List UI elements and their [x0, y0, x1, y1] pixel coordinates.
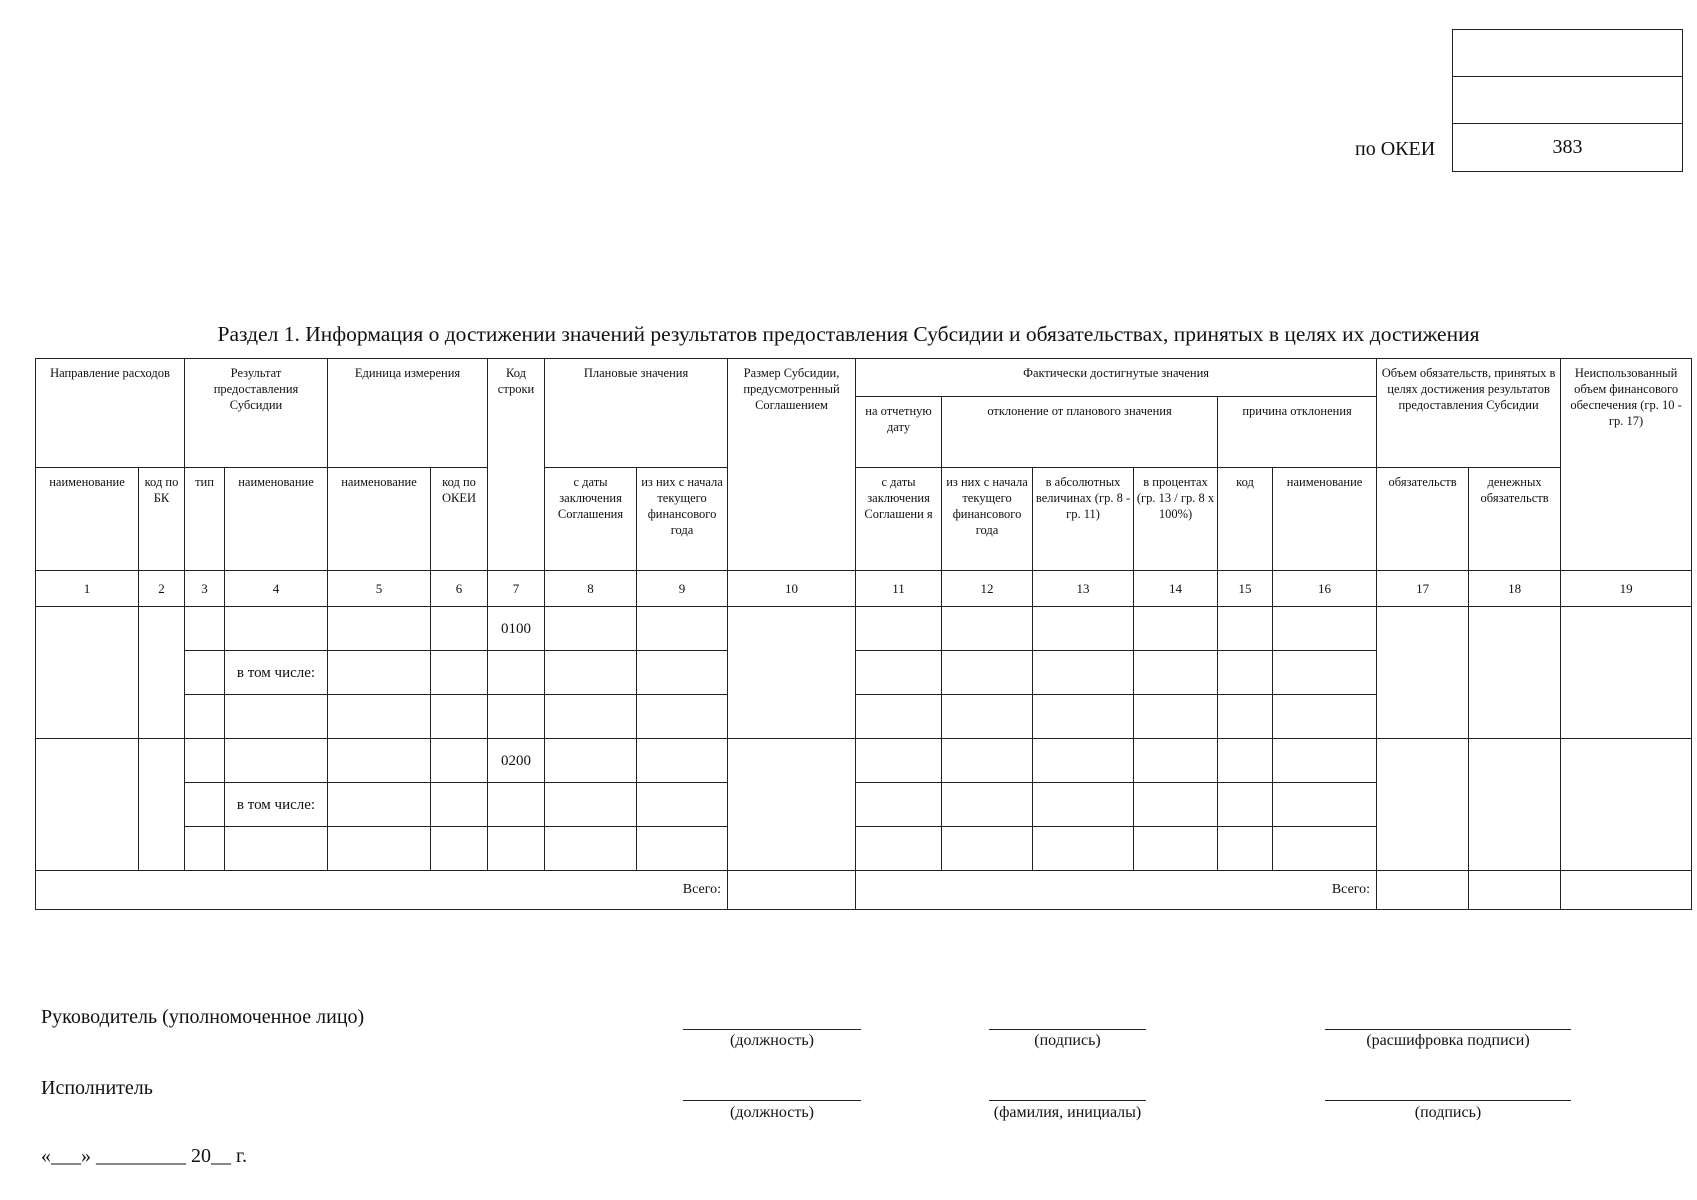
data-cell[interactable]	[1273, 739, 1377, 783]
data-cell[interactable]	[545, 695, 637, 739]
col-number: 4	[225, 571, 328, 607]
data-cell[interactable]	[1218, 827, 1273, 871]
col-number: 19	[1561, 571, 1692, 607]
data-cell[interactable]	[1273, 827, 1377, 871]
including-label: в том числе:	[225, 783, 328, 827]
data-cell[interactable]	[942, 607, 1033, 651]
data-cell[interactable]	[1273, 695, 1377, 739]
total-row	[36, 871, 1692, 910]
data-cell[interactable]	[1033, 783, 1134, 827]
col-number: 6	[431, 571, 488, 607]
hdr-from-year: из них с начала текущего финансового года	[637, 468, 728, 571]
executor-label: Исполнитель	[41, 1077, 153, 1099]
data-cell[interactable]	[1273, 783, 1377, 827]
data-cell[interactable]	[545, 607, 637, 651]
col-number: 11	[856, 571, 942, 607]
data-cell[interactable]	[856, 827, 942, 871]
data-cell[interactable]	[1134, 827, 1218, 871]
data-cell[interactable]	[1134, 739, 1218, 783]
data-cell[interactable]	[185, 651, 225, 695]
data-cell[interactable]	[431, 695, 488, 739]
head-decryption-line[interactable]	[1325, 1029, 1571, 1030]
data-cell[interactable]	[856, 695, 942, 739]
data-cell[interactable]	[36, 739, 139, 871]
data-cell[interactable]	[431, 651, 488, 695]
data-cell[interactable]	[1469, 607, 1561, 739]
col-number: 1	[36, 571, 139, 607]
executor-name-caption: (фамилия, инициалы)	[993, 1104, 1142, 1121]
data-cell[interactable]	[185, 827, 225, 871]
hdr-name-2: наименование	[225, 468, 328, 571]
data-cell[interactable]	[637, 651, 728, 695]
data-cell[interactable]	[431, 739, 488, 783]
hdr-deviation: отклонение от планового значения	[942, 397, 1218, 468]
hdr-unit: Единица измерения	[328, 359, 488, 468]
hdr-reason: причина отклонения	[1218, 397, 1377, 468]
executor-signature-caption: (подпись)	[1414, 1104, 1482, 1121]
data-cell[interactable]	[856, 739, 942, 783]
data-cell[interactable]	[328, 607, 431, 651]
data-cell[interactable]	[1033, 827, 1134, 871]
data-cell[interactable]	[431, 827, 488, 871]
okei-box	[1452, 29, 1683, 172]
hdr-type: тип	[185, 468, 225, 571]
col-number: 8	[545, 571, 637, 607]
hdr-unused: Неиспользованный объем финансового обеспечения (гр. 10 - гр. 17)	[1561, 359, 1692, 571]
total-unused-cell[interactable]	[1561, 871, 1692, 910]
data-cell[interactable]	[185, 783, 225, 827]
okei-cell-1	[1453, 30, 1682, 77]
data-cell[interactable]	[1561, 739, 1692, 871]
okei-label: по ОКЕИ	[1355, 138, 1436, 160]
data-cell[interactable]	[1134, 607, 1218, 651]
data-cell[interactable]	[1033, 739, 1134, 783]
head-label: Руководитель (уполномоченное лицо)	[41, 1006, 365, 1028]
hdr-pct: в процентах (гр. 13 / гр. 8 х 100%)	[1134, 468, 1218, 571]
data-cell[interactable]	[225, 695, 328, 739]
col-number: 7	[488, 571, 545, 607]
hdr-reason-code: код	[1218, 468, 1273, 571]
hdr-obligations: Объем обязательств, принятых в целях достижения результатов предоставления Субсидии	[1377, 359, 1561, 468]
data-cell[interactable]	[225, 607, 328, 651]
col-number: 13	[1033, 571, 1134, 607]
hdr-direction: Направление расходов	[36, 359, 185, 468]
data-cell[interactable]	[488, 651, 545, 695]
data-cell[interactable]	[1218, 783, 1273, 827]
hdr-act-from-year: из них с начала текущего финансового года	[942, 468, 1033, 571]
line-code-cell: 0200	[488, 739, 545, 783]
hdr-obligations-col: обязательств	[1377, 468, 1469, 571]
data-cell[interactable]	[225, 739, 328, 783]
line-code-cell: 0100	[488, 607, 545, 651]
executor-position-line[interactable]	[683, 1100, 861, 1101]
hdr-okei-code: код по ОКЕИ	[431, 468, 488, 571]
data-cell[interactable]	[328, 739, 431, 783]
okei-cell-2	[1453, 77, 1682, 124]
col-number: 16	[1273, 571, 1377, 607]
data-cell[interactable]	[545, 651, 637, 695]
col-number: 14	[1134, 571, 1218, 607]
data-cell[interactable]	[1218, 607, 1273, 651]
data-cell[interactable]	[637, 827, 728, 871]
data-cell[interactable]	[431, 607, 488, 651]
data-cell[interactable]	[942, 739, 1033, 783]
hdr-reason-name: наименование	[1273, 468, 1377, 571]
data-cell[interactable]	[728, 739, 856, 871]
head-signature-line[interactable]	[989, 1029, 1146, 1030]
data-cell[interactable]	[328, 827, 431, 871]
data-cell[interactable]	[1218, 695, 1273, 739]
total-subsidy-cell[interactable]	[728, 871, 856, 910]
hdr-act-from-date: с даты заключения Соглашени я	[856, 468, 942, 571]
data-cell[interactable]	[942, 783, 1033, 827]
data-cell[interactable]	[1377, 739, 1469, 871]
col-number: 3	[185, 571, 225, 607]
head-position-line[interactable]	[683, 1029, 861, 1030]
total-obligations-cell[interactable]	[1377, 871, 1469, 910]
hdr-line-code: Код строки	[488, 359, 545, 571]
data-cell[interactable]	[328, 651, 431, 695]
hdr-money-obligations: денежных обязательств	[1469, 468, 1561, 571]
data-cell[interactable]	[1033, 651, 1134, 695]
data-cell[interactable]	[942, 827, 1033, 871]
hdr-bk-code: код по БК	[139, 468, 185, 571]
data-cell[interactable]	[545, 827, 637, 871]
section-title: Раздел 1. Информация о достижении значений результатов предоставления Субсидии и обязательствах, принятых в целях их достижения	[217, 322, 1480, 346]
data-cell[interactable]	[942, 695, 1033, 739]
data-cell[interactable]	[431, 783, 488, 827]
data-cell[interactable]	[637, 695, 728, 739]
hdr-actual: Фактически достигнутые значения	[856, 359, 1377, 397]
data-cell[interactable]	[328, 695, 431, 739]
okei-code-cell: 383	[1552, 136, 1583, 158]
hdr-name-3: наименование	[328, 468, 431, 571]
data-cell[interactable]	[139, 739, 185, 871]
executor-name-line[interactable]	[989, 1100, 1146, 1101]
data-cell[interactable]	[1218, 739, 1273, 783]
head-position-caption: (должность)	[730, 1032, 814, 1049]
col-number: 18	[1469, 571, 1561, 607]
data-cell[interactable]	[1561, 607, 1692, 739]
data-cell[interactable]	[545, 783, 637, 827]
data-cell[interactable]	[328, 783, 431, 827]
data-cell[interactable]	[185, 695, 225, 739]
data-cell[interactable]	[545, 739, 637, 783]
data-cell[interactable]	[1377, 607, 1469, 739]
hdr-name-1: наименование	[36, 468, 139, 571]
data-cell[interactable]	[185, 739, 225, 783]
data-cell[interactable]	[488, 783, 545, 827]
col-number: 15	[1218, 571, 1273, 607]
col-number: 12	[942, 571, 1033, 607]
col-number: 9	[637, 571, 728, 607]
data-cell[interactable]	[1134, 783, 1218, 827]
table-row	[36, 607, 1692, 651]
data-cell[interactable]	[728, 607, 856, 739]
data-cell[interactable]	[225, 827, 328, 871]
hdr-subsidy-size: Размер Субсидии, предусмотренный Соглашением	[728, 359, 856, 571]
data-cell[interactable]	[856, 607, 942, 651]
hdr-planned: Плановые значения	[545, 359, 728, 468]
data-cell[interactable]	[1134, 695, 1218, 739]
data-cell[interactable]	[1033, 607, 1134, 651]
data-cell[interactable]	[139, 607, 185, 739]
hdr-from-date: с даты заключения Соглашения	[545, 468, 637, 571]
data-cell[interactable]	[185, 607, 225, 651]
col-number: 10	[728, 571, 856, 607]
data-cell[interactable]	[488, 695, 545, 739]
head-decryption-caption: (расшифровка подписи)	[1366, 1032, 1530, 1049]
executor-position-caption: (должность)	[730, 1104, 814, 1121]
data-cell[interactable]	[36, 607, 139, 739]
data-cell[interactable]	[942, 651, 1033, 695]
table-row	[36, 739, 1692, 783]
data-cell[interactable]	[637, 783, 728, 827]
data-cell[interactable]	[856, 651, 942, 695]
executor-signature-line[interactable]	[1325, 1100, 1571, 1101]
data-cell[interactable]	[637, 607, 728, 651]
col-number: 17	[1377, 571, 1469, 607]
results-table	[35, 358, 1692, 910]
head-signature-caption: (подпись)	[1034, 1032, 1101, 1049]
hdr-result: Результат предоставления Субсидии	[185, 359, 328, 468]
date-line: «___» _________ 20__ г.	[41, 1145, 247, 1167]
data-cell[interactable]	[1273, 607, 1377, 651]
data-cell[interactable]	[1134, 651, 1218, 695]
data-cell[interactable]	[637, 739, 728, 783]
data-cell[interactable]	[1033, 695, 1134, 739]
data-cell[interactable]	[1469, 739, 1561, 871]
hdr-on-report-date: на отчетную дату	[856, 397, 942, 468]
including-label: в том числе:	[225, 651, 328, 695]
col-number: 2	[139, 571, 185, 607]
total-money-obligations-cell[interactable]	[1469, 871, 1561, 910]
data-cell[interactable]	[488, 827, 545, 871]
data-cell[interactable]	[1273, 651, 1377, 695]
data-cell[interactable]	[1218, 651, 1273, 695]
hdr-abs: в абсолютных величинах (гр. 8 - гр. 11)	[1033, 468, 1134, 571]
total-label-left: Всего:	[36, 871, 728, 910]
col-number: 5	[328, 571, 431, 607]
data-cell[interactable]	[856, 783, 942, 827]
total-label-right: Всего:	[856, 871, 1377, 910]
